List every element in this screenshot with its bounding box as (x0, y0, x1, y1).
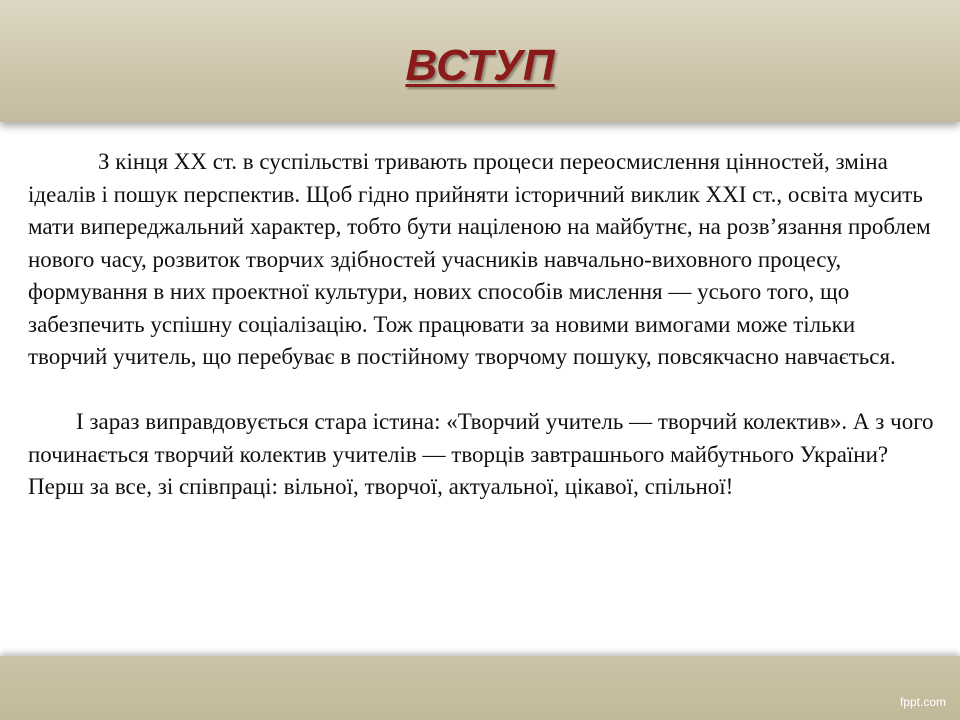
footer-watermark: fppt.com (899, 695, 946, 709)
slide-title: ВСТУП (405, 41, 555, 90)
footer-band (0, 656, 960, 720)
slide-body (28, 146, 938, 504)
body-paragraph-2: І зараз виправдовується стара істина: «Творчий учитель — творчий колектив». А з чого починається творчий колектив учителів — творців завтрашнього майбутнього України? Перш за все, зі співпраці: вільної, творчої, актуальної, цікавої, спільної! (28, 409, 934, 499)
body-paragraph-1: З кінця ХХ ст. в суспільстві тривають процеси переосмислення цінностей, зміна ідеалів і пошук перспектив. Щоб гідно прийняти історичний виклик ХХІ ст., освіта мусить мати випереджальний характер, тобто бути націленою на майбутнє, на розв’язання проблем нового часу, розвиток творчих здібностей учасників навчально-виховного процесу, формування в них проектної культури, нових способів мислення — усього того, що забезпечить успішну соціалізацію. Тож працювати за новими вимогами може тільки творчий учитель, що перебуває в постійному творчому пошуку, повсякчасно навчається. (28, 149, 931, 369)
